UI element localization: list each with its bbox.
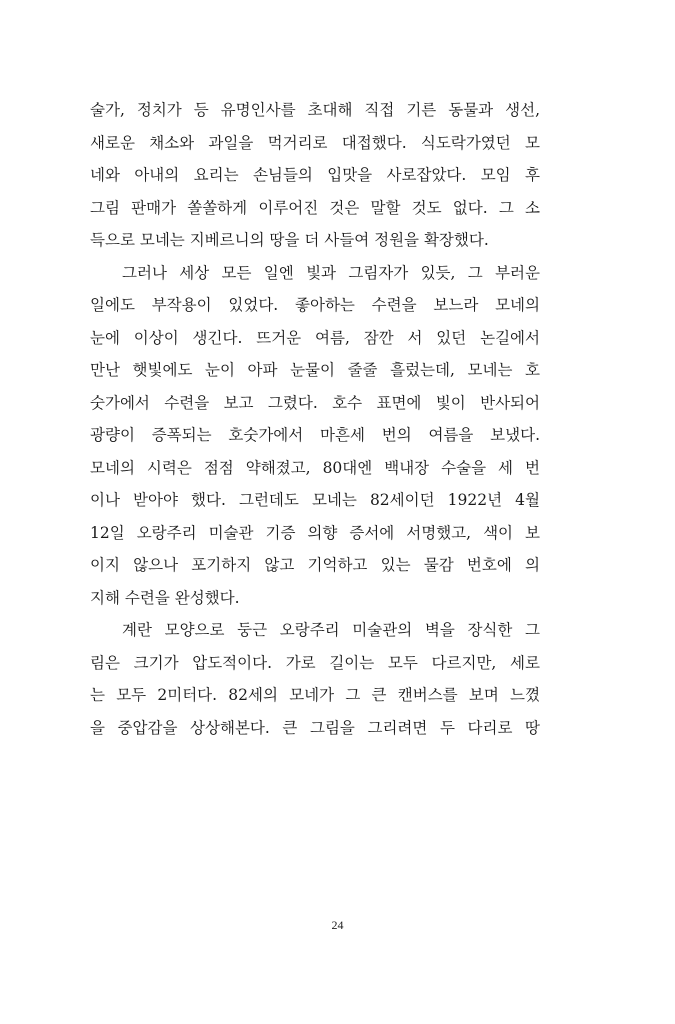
text-line: 그림 판매가 쏠쏠하게 이루어진 것은 말할 것도 없다. 그 소 xyxy=(90,198,540,217)
text-line: 새로운 채소와 과일을 먹거리로 대접했다. 식도락가였던 모 xyxy=(90,133,540,152)
text-line: 일에도 부작용이 있었다. 좋아하는 수련을 보느라 모네의 xyxy=(90,296,540,314)
text-line: 모네의 시력은 점점 약해졌고, 80대엔 백내장 수술을 세 번 xyxy=(90,458,540,477)
text-line: 술가, 정치가 등 유명인사를 초대해 직접 기른 동물과 생선, xyxy=(90,101,540,119)
text-line: 지해 수련을 완성했다. xyxy=(90,588,240,607)
text-line: 광량이 증폭되는 호숫가에서 마흔세 번의 여름을 보냈다. xyxy=(90,426,540,444)
text-line: 네와 아내의 요리는 손님들의 입맛을 사로잡았다. 모임 후 xyxy=(90,166,540,184)
text-line: 이나 받아야 했다. 그런데도 모네는 82세이던 1922년 4월 xyxy=(90,491,540,509)
text-line: 만난 햇빛에도 눈이 아파 눈물이 줄줄 흘렀는데, 모네는 호 xyxy=(90,361,540,379)
text-line: 계란 모양으로 둥근 오랑주리 미술관의 벽을 장식한 그 xyxy=(122,621,540,639)
text-line: 그러나 세상 모든 일엔 빛과 그림자가 있듯, 그 부러운 xyxy=(122,263,540,282)
page-number: 24 xyxy=(331,918,344,932)
text-line: 을 중압감을 상상해본다. 큰 그림을 그리려면 두 다리로 땅 xyxy=(90,718,540,737)
text-line: 눈에 이상이 생긴다. 뜨거운 여름, 잠깐 서 있던 논길에서 xyxy=(90,328,540,347)
text-line: 이지 않으나 포기하지 않고 기억하고 있는 물감 번호에 의 xyxy=(90,556,540,574)
text-line: 득으로 모네는 지베르니의 땅을 더 사들여 정원을 확장했다. xyxy=(90,231,489,249)
text-line: 12일 오랑주리 미술관 기증 의향 증서에 서명했고, 색이 보 xyxy=(90,523,540,542)
text-line: 림은 크기가 압도적이다. 가로 길이는 모두 다르지만, 세로 xyxy=(90,653,540,672)
text-line: 는 모두 2미터다. 82세의 모네가 그 큰 캔버스를 보며 느꼈 xyxy=(90,686,540,704)
text-line: 숫가에서 수련을 보고 그렸다. 호수 표면에 빛이 반사되어 xyxy=(90,393,540,412)
body-text xyxy=(90,94,540,744)
